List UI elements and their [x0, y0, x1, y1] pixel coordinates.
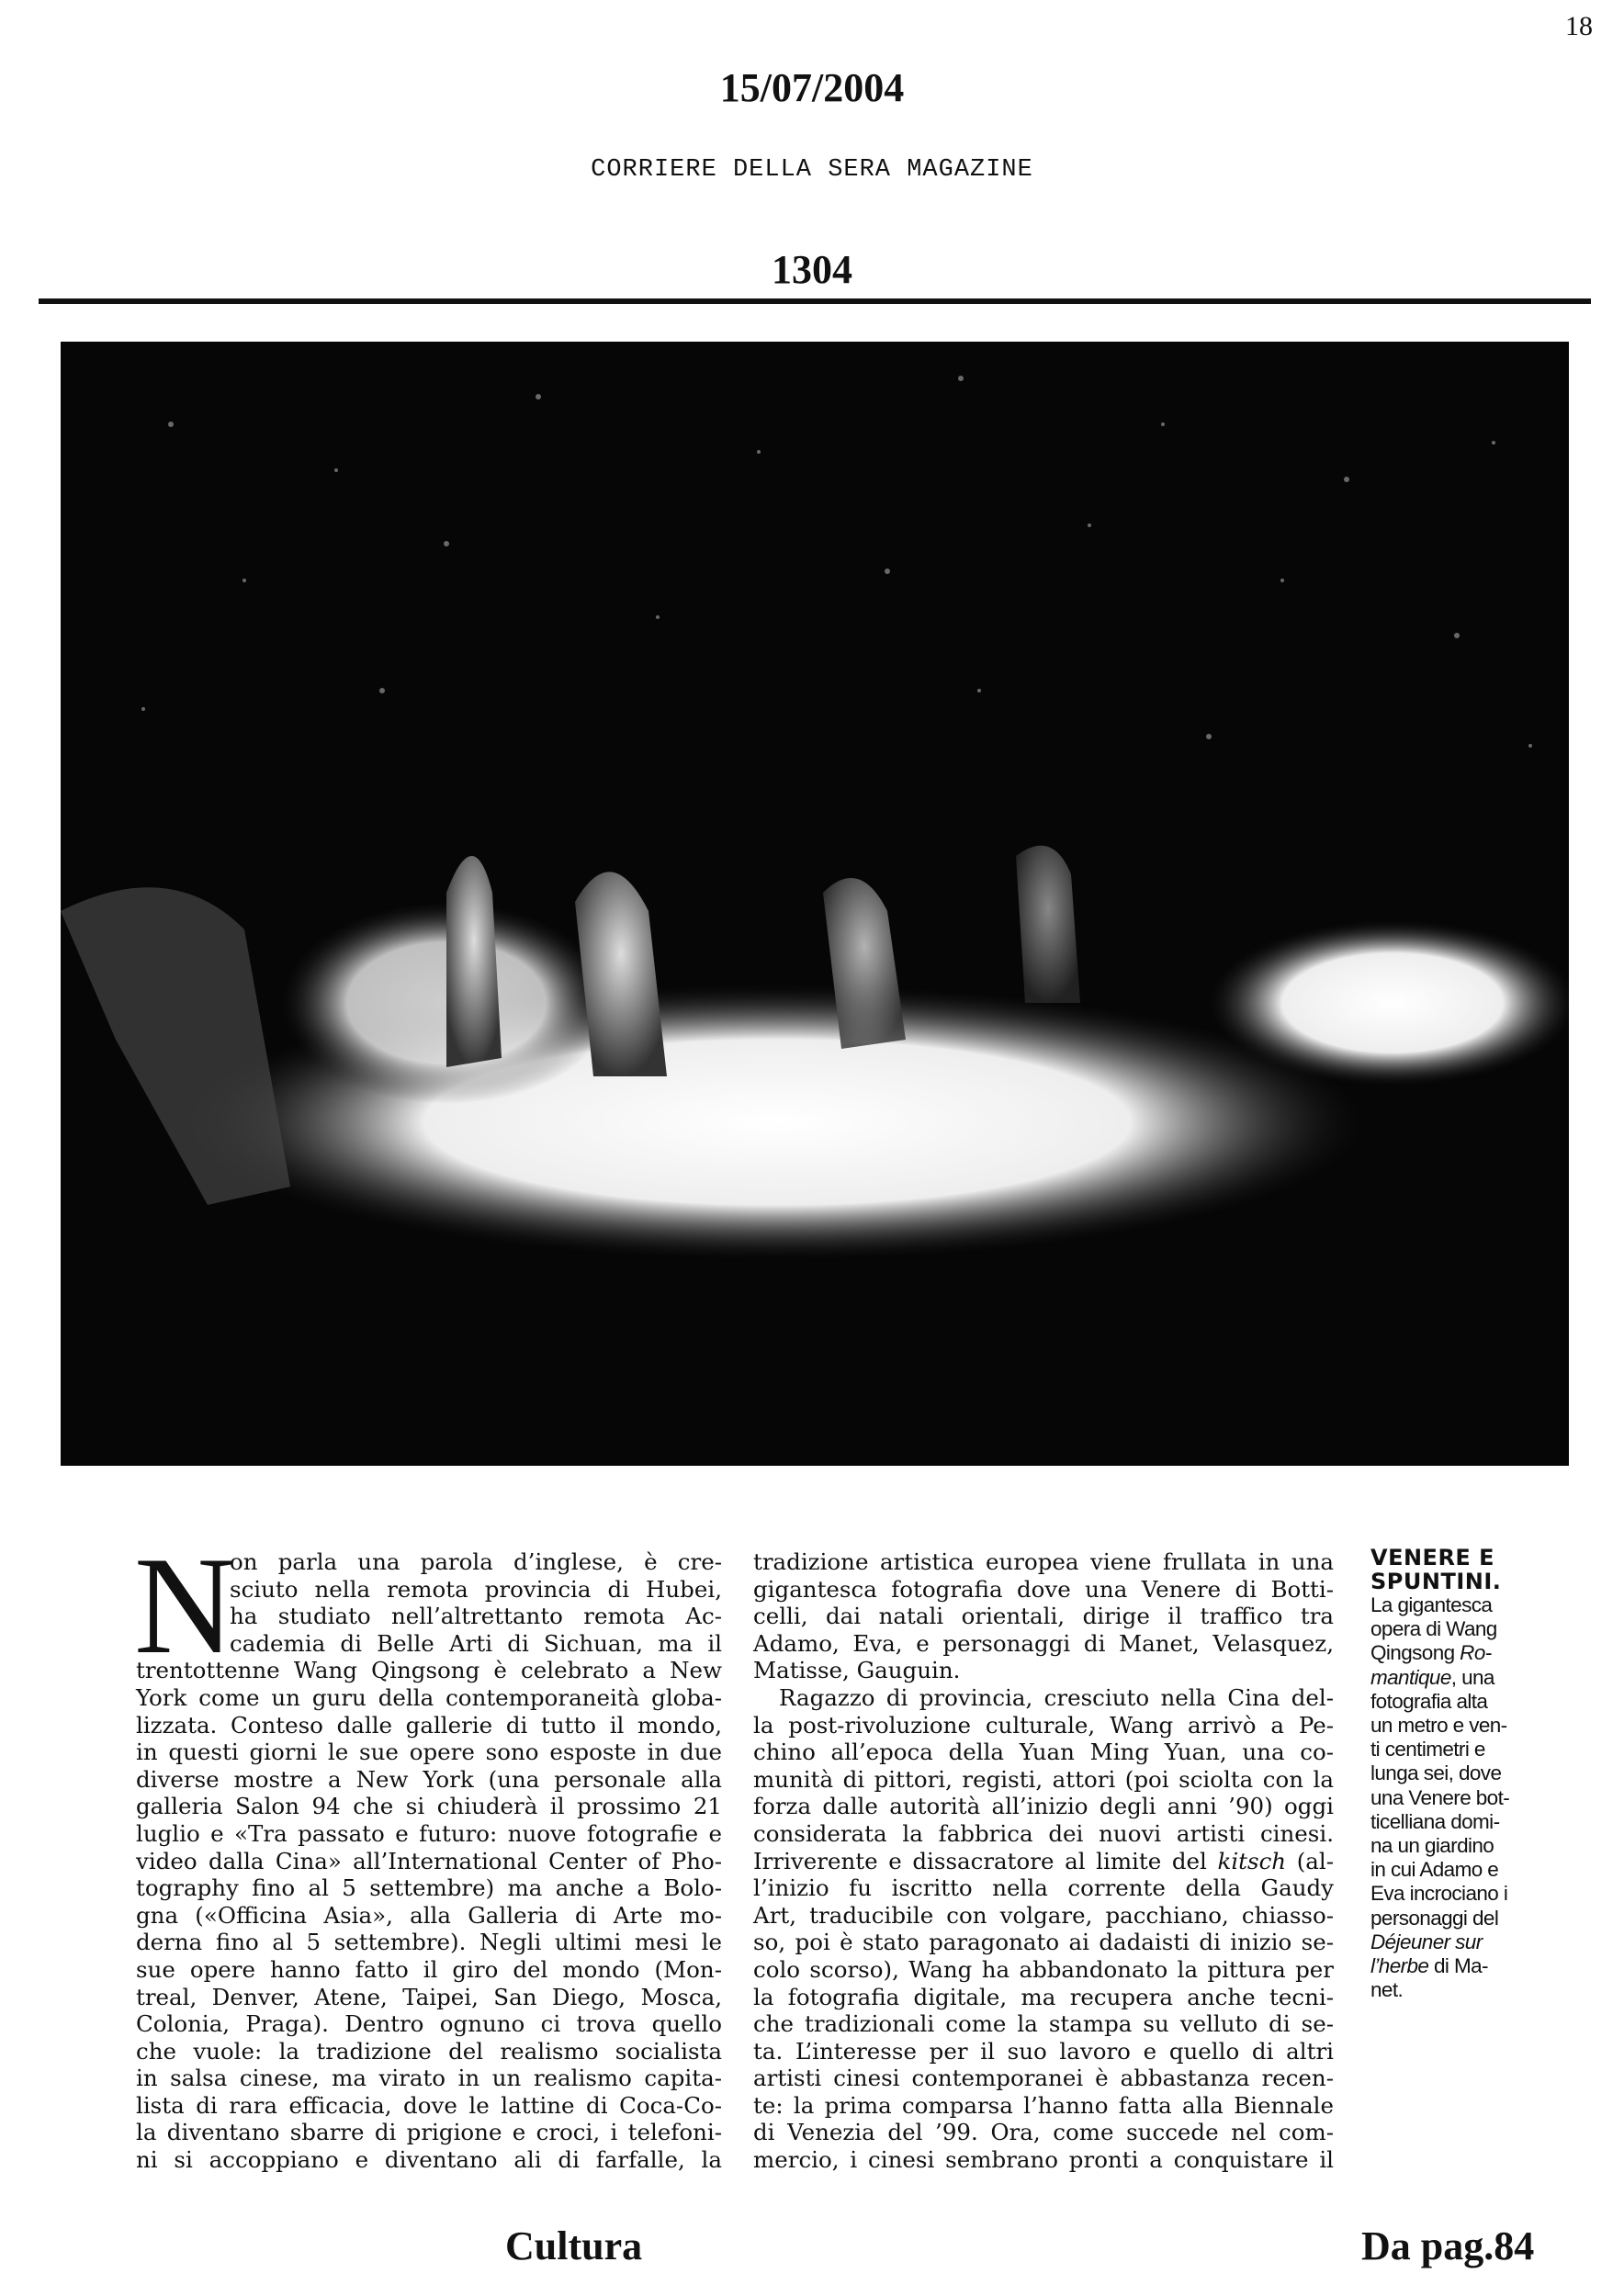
text-line — [753, 1630, 1334, 1658]
text-line — [753, 1793, 1334, 1820]
text-segment: galleria Salon 94 che si chiuderà il prossimo 21 — [136, 1793, 722, 1820]
text-line — [136, 1793, 722, 1820]
text-segment: personaggi del — [1370, 1906, 1499, 1930]
text-segment: opera di Wang — [1370, 1617, 1497, 1641]
text-segment: Colonia, Praga). Dentro ognuno ci trova quello — [136, 2010, 722, 2038]
text-line — [136, 1874, 722, 1902]
text-segment: gna («Officina Asia», alla Galleria di Arte mo- — [136, 1901, 722, 1929]
text-line — [753, 1984, 1334, 2011]
text-segment: la diventano sbarre di prigione e croci, i telefoni- — [136, 2119, 722, 2146]
text-segment: Ragazzo di provincia, cresciuto nella Cina del- — [779, 1683, 1334, 1711]
text-segment: Qingsong — [1370, 1641, 1460, 1665]
text-line — [136, 1820, 722, 1848]
text-line — [136, 2038, 722, 2065]
publication-name: CORRIERE DELLA SERA MAGAZINE — [591, 156, 1033, 184]
text-line — [136, 1929, 722, 1956]
text-segment: cademia di Belle Arti di Sichuan, ma il — [230, 1629, 722, 1657]
text-segment: tradizione artistica europea viene frullata in una — [753, 1548, 1334, 1575]
text-line — [1370, 1714, 1531, 1738]
text-segment: in cui Adamo e — [1370, 1858, 1499, 1882]
text-segment: Matisse, Gauguin. — [753, 1657, 961, 1684]
caption-title-line: VENERE E — [1370, 1545, 1495, 1570]
text-line — [753, 1576, 1334, 1604]
text-segment: trentottenne Wang Qingsong è celebrato a New — [136, 1657, 722, 1684]
header-divider — [39, 298, 1591, 304]
text-line — [1370, 1882, 1531, 1906]
text-line — [1370, 1858, 1531, 1882]
continued-from-page: Da pag.84 — [1361, 2223, 1535, 2268]
text-line — [753, 1712, 1334, 1739]
text-line — [136, 2146, 722, 2174]
text-segment: , una — [1450, 1665, 1494, 1689]
text-segment: colo scorso), Wang ha abbandonato la pittura per — [753, 1955, 1334, 1983]
text-line — [136, 1739, 722, 1766]
text-line — [136, 1548, 722, 1576]
text-line — [1370, 1738, 1531, 1761]
text-segment: chino all’epoca della Yuan Ming Yuan, una co- — [753, 1739, 1334, 1766]
text-segment: munità di pittori, registi, attori (poi sciolta con la — [753, 1765, 1334, 1793]
text-line — [753, 1929, 1334, 1956]
text-segment: ha studiato nell’altrettanto remota Ac- — [230, 1603, 722, 1630]
text-segment: Art, traducibile con volgare, pacchiano, chiasso- — [753, 1901, 1334, 1929]
italic-text: kitsch — [1217, 1847, 1287, 1874]
italic-text: mantique — [1370, 1665, 1451, 1689]
text-segment: celli, dai natali orientali, dirige il traffico tra — [753, 1603, 1334, 1630]
text-segment: lista di rara efficacia, dove le lattine di Coca-Co- — [136, 2091, 722, 2119]
text-segment: na un giardino — [1370, 1834, 1494, 1858]
italic-text: Ro- — [1460, 1641, 1492, 1665]
text-line — [136, 1712, 722, 1739]
text-segment: treal, Denver, Atene, Taipei, San Diego, Mosca, — [136, 1983, 722, 2010]
text-segment: Irriverente e dissacratore al limite del — [753, 1847, 1218, 1874]
text-line — [753, 2010, 1334, 2038]
text-line — [1370, 1690, 1531, 1714]
text-line — [1370, 1810, 1531, 1834]
text-segment: l’inizio fu iscritto nella corrente della Gaudy — [753, 1874, 1334, 1902]
text-line — [753, 2092, 1334, 2120]
text-segment: fotografia alta — [1370, 1689, 1488, 1713]
text-line — [753, 2038, 1334, 2065]
text-segment: in salsa cinese, ma virato in un realismo capita- — [136, 2065, 722, 2092]
text-segment: te: la prima comparsa l’hanno fatta alla Biennale — [753, 2091, 1334, 2119]
text-line — [136, 1984, 722, 2011]
text-line — [136, 1766, 722, 1794]
text-line — [753, 2065, 1334, 2092]
text-segment: derna fino al 5 settembre). Negli ultimi mesi le — [136, 1929, 722, 1956]
page-number: 18 — [1565, 11, 1593, 41]
publication-date: 15/07/2004 — [719, 65, 905, 110]
text-segment: una Venere bot- — [1370, 1785, 1510, 1809]
text-segment: artisti cinesi contemporanei è abbastanza recen- — [753, 2065, 1334, 2092]
article-column-1 — [134, 1528, 722, 2174]
text-line — [1370, 1666, 1531, 1690]
drop-cap: N — [134, 1528, 235, 1683]
text-segment: di Ma- — [1428, 1954, 1488, 1978]
text-line — [1370, 1834, 1531, 1858]
article-photo — [61, 342, 1569, 1466]
text-segment: in questi giorni le sue opere sono esposte in due — [136, 1739, 722, 1766]
text-line — [1370, 1786, 1531, 1810]
text-line — [753, 1684, 1334, 1712]
text-segment: luglio e «Tra passato e futuro: nuove fotografie e — [136, 1819, 722, 1847]
text-segment: York come un guru della contemporaneità globa- — [136, 1683, 722, 1711]
text-segment: sue opere hanno fatto il giro del mondo (Mon- — [136, 1955, 722, 1983]
text-segment: ni si accoppiano e diventano ali di farfalle, la — [136, 2146, 722, 2174]
text-segment: Eva incrociano i — [1370, 1882, 1508, 1906]
text-line — [753, 1739, 1334, 1766]
text-segment: (al- — [1286, 1847, 1334, 1874]
text-line — [753, 1820, 1334, 1848]
text-segment: gigantesca fotografia dove una Venere di Botti- — [753, 1575, 1334, 1603]
text-segment: ticelliana domi- — [1370, 1809, 1500, 1833]
text-line — [753, 2146, 1334, 2174]
photo-caption — [1370, 1546, 1531, 2002]
text-segment: net. — [1370, 1978, 1404, 2002]
text-segment: forza dalle autorità all’inizio degli anni ’90) oggi — [753, 1793, 1334, 1820]
italic-text: l’herbe — [1370, 1954, 1429, 1978]
italic-text: Déjeuner sur — [1370, 1930, 1483, 1953]
text-line — [1370, 1907, 1531, 1930]
text-segment: on parla una parola d’inglese, è cre- — [230, 1548, 722, 1575]
text-line — [136, 1848, 722, 1875]
text-line — [753, 1902, 1334, 1930]
text-segment: la fotografia digitale, ma recupera anche tecni- — [753, 1983, 1334, 2010]
text-line — [136, 2092, 722, 2120]
text-segment: video dalla Cina» all’International Center of Pho- — [136, 1847, 722, 1874]
text-line — [1370, 1954, 1531, 1978]
text-line — [1370, 1978, 1531, 2002]
text-line — [753, 1548, 1334, 1576]
caption-title — [1370, 1546, 1531, 1593]
text-line — [753, 1657, 1334, 1684]
text-segment: ta. L’interesse per il suo lavoro e quello di altri — [753, 2037, 1334, 2065]
text-segment: mercio, i cinesi sembrano pronti a conquistare il — [753, 2146, 1334, 2174]
text-line — [1370, 1617, 1531, 1641]
text-line — [136, 2010, 722, 2038]
text-line — [753, 1603, 1334, 1630]
issue-code: 1304 — [772, 247, 852, 292]
caption-title-line: SPUNTINI. — [1370, 1569, 1502, 1594]
caption-body — [1370, 1593, 1531, 2002]
article-column-2 — [753, 1548, 1334, 2174]
text-line — [1370, 1593, 1531, 1617]
text-segment: lizzata. Conteso dalle gallerie di tutto il mondo, — [136, 1711, 722, 1739]
text-line — [753, 1766, 1334, 1794]
text-segment: tography fino al 5 settembre) ma anche a Bolo- — [136, 1874, 722, 1902]
text-line — [1370, 1641, 1531, 1665]
text-line — [753, 1874, 1334, 1902]
text-line — [136, 1630, 722, 1658]
text-segment: che vuole: la tradizione del realismo socialista — [136, 2037, 722, 2065]
text-segment: Adamo, Eva, e personaggi di Manet, Velasquez, — [753, 1629, 1334, 1657]
text-segment: diverse mostre a New York (una personale alla — [136, 1765, 722, 1793]
text-segment: sciuto nella remota provincia di Hubei, — [230, 1575, 722, 1603]
text-line — [753, 1848, 1334, 1875]
text-segment: so, poi è stato paragonato ai dadaisti di inizio se- — [753, 1929, 1334, 1956]
text-line — [136, 1576, 722, 1604]
text-line — [136, 1657, 722, 1684]
text-line — [753, 2119, 1334, 2146]
text-line — [136, 1902, 722, 1930]
text-segment: La gigantesca — [1370, 1593, 1493, 1616]
text-line — [136, 2065, 722, 2092]
text-segment: un metro e ven- — [1370, 1714, 1507, 1738]
text-line — [1370, 1761, 1531, 1785]
text-line — [136, 2119, 722, 2146]
text-line — [753, 1956, 1334, 1984]
text-segment: ti centimetri e — [1370, 1738, 1485, 1761]
text-line — [136, 1603, 722, 1630]
text-line — [136, 1684, 722, 1712]
text-segment: la post-rivoluzione culturale, Wang arrivò a Pe- — [753, 1711, 1334, 1739]
text-segment: che tradizionali come la stampa su velluto di se- — [753, 2010, 1334, 2038]
text-line — [136, 1956, 722, 1984]
text-segment: di Venezia del ’99. Ora, come succede nel com- — [753, 2119, 1334, 2146]
section-label: Cultura — [505, 2223, 643, 2268]
text-segment: considerata la fabbrica dei nuovi artisti cinesi. — [753, 1819, 1334, 1847]
text-segment: lunga sei, dove — [1370, 1761, 1502, 1785]
text-line — [1370, 1930, 1531, 1954]
